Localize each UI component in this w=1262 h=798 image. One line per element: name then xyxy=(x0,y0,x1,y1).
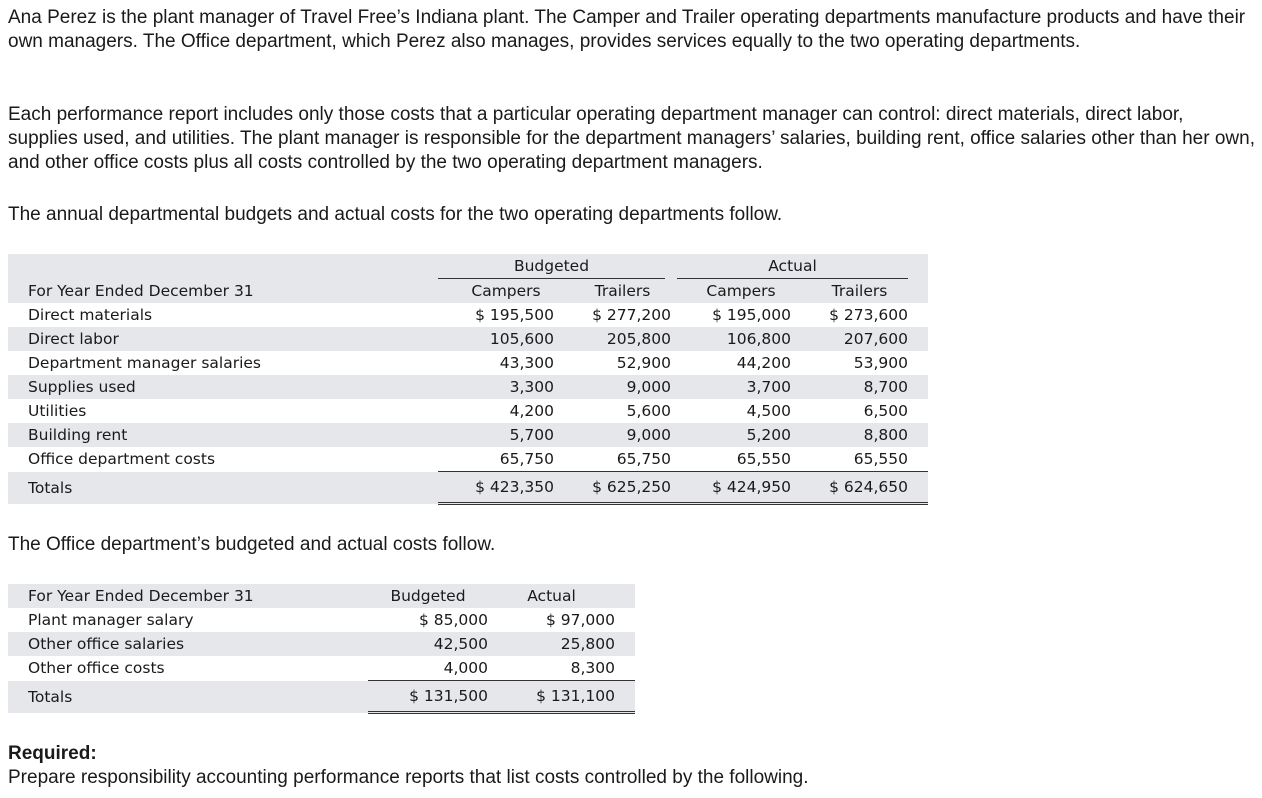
total-value: $ 625,250 xyxy=(554,472,671,504)
row-label: Department manager salaries xyxy=(28,354,261,372)
cell-value: 5,200 xyxy=(671,423,791,447)
table-header-row xyxy=(8,279,928,304)
cell-value: 65,550 xyxy=(853,450,908,468)
total-value: $ 424,950 xyxy=(671,472,791,504)
table-group-header-row xyxy=(8,254,928,279)
group-header-actual: Actual xyxy=(671,254,908,279)
total-value: $ 624,650 xyxy=(791,472,908,504)
cell-value: 105,600 xyxy=(438,327,554,351)
row-label: Plant manager salary xyxy=(28,611,194,629)
col-header-actual-trailers: Trailers xyxy=(791,279,908,304)
cell-value: $ 195,500 xyxy=(475,306,554,324)
cell-value: 5,600 xyxy=(626,402,671,420)
cell-value: $ 195,000 xyxy=(712,306,791,324)
table-row xyxy=(8,632,635,656)
intro-paragraph-2: Each performance report includes only those costs that a particular operating department manager can control: direct materials, direct labor, supplies used, and utilities. The plant manager is responsible for the department managers’ salaries, building rent, office salaries other than her own, and other office costs plus all costs controlled by the two operating department managers. xyxy=(8,104,1255,173)
period-header: For Year Ended December 31 xyxy=(8,584,368,608)
group-header-budgeted: Budgeted xyxy=(438,254,671,279)
total-value: $ 131,500 xyxy=(368,681,488,713)
cell-value: 44,200 xyxy=(736,354,791,372)
total-value: $ 423,350 xyxy=(438,472,554,504)
row-label: Direct labor xyxy=(8,327,438,351)
cell-value: 43,300 xyxy=(499,354,554,372)
table-header-row xyxy=(8,584,635,608)
cell-value: 3,300 xyxy=(438,375,554,399)
cell-value: $ 277,200 xyxy=(592,306,671,324)
row-label: Other office salaries xyxy=(8,632,368,656)
cell-value: 42,500 xyxy=(368,632,488,656)
cell-value: 8,700 xyxy=(791,375,908,399)
total-value: $ 131,100 xyxy=(488,681,615,713)
row-label: Direct materials xyxy=(28,306,153,324)
cell-value: $ 85,000 xyxy=(418,611,488,629)
table-row xyxy=(8,351,928,375)
total-label: Totals xyxy=(8,681,368,713)
cell-value: 106,800 xyxy=(671,327,791,351)
table-row xyxy=(8,375,928,399)
cell-value: 65,750 xyxy=(616,450,671,468)
cell-value: 205,800 xyxy=(554,327,671,351)
col-header-actual-campers: Campers xyxy=(671,279,791,304)
row-label: Supplies used xyxy=(8,375,438,399)
col-header-actual: Actual xyxy=(488,584,615,608)
office-intro-paragraph: The Office department’s budgeted and actual costs follow. xyxy=(8,534,496,555)
intro-paragraph-1: Ana Perez is the plant manager of Travel Free’s Indiana plant. The Camper and Trailer operating departments manufacture products and have their own managers. The Office department, which Perez also manages, provides services equally to the two operating departments. xyxy=(8,7,1246,52)
cell-value: 9,000 xyxy=(554,423,671,447)
table-row xyxy=(8,423,928,447)
department-budget-table xyxy=(8,254,928,505)
table-row xyxy=(8,327,928,351)
table-total-row xyxy=(8,681,635,713)
cell-value: 3,700 xyxy=(671,375,791,399)
cell-value: 5,700 xyxy=(438,423,554,447)
cell-value: 52,900 xyxy=(616,354,671,372)
cell-value: $ 273,600 xyxy=(829,306,908,324)
cell-value: 65,750 xyxy=(499,450,554,468)
table-row xyxy=(8,656,635,681)
row-label: Other office costs xyxy=(28,659,165,678)
col-header-budgeted-trailers: Trailers xyxy=(554,279,671,304)
total-label: Totals xyxy=(8,472,438,504)
period-header: For Year Ended December 31 xyxy=(8,279,438,304)
cell-value: 4,000 xyxy=(443,659,488,677)
table-row xyxy=(8,303,928,327)
required-heading: Required: xyxy=(8,743,97,764)
cell-value: 207,600 xyxy=(791,327,908,351)
required-text: Prepare responsibility accounting performance reports that list costs controlled by the following. xyxy=(8,767,809,788)
cell-value: 4,500 xyxy=(746,402,791,420)
col-header-budgeted-campers: Campers xyxy=(438,279,554,304)
row-label: Utilities xyxy=(28,402,87,420)
table-row xyxy=(8,399,928,423)
table-row xyxy=(8,447,928,472)
table-row xyxy=(8,608,635,632)
intro-paragraph-3: The annual departmental budgets and actual costs for the two operating departments follow. xyxy=(8,204,783,225)
table-total-row xyxy=(8,472,928,504)
cell-value: 4,200 xyxy=(509,402,554,420)
cell-value: 8,300 xyxy=(570,659,615,677)
cell-value: 9,000 xyxy=(554,375,671,399)
cell-value: $ 97,000 xyxy=(545,611,615,629)
row-label: Building rent xyxy=(8,423,438,447)
office-budget-table xyxy=(8,584,635,714)
cell-value: 65,550 xyxy=(736,450,791,468)
cell-value: 8,800 xyxy=(791,423,908,447)
cell-value: 6,500 xyxy=(863,402,908,420)
col-header-budgeted: Budgeted xyxy=(368,584,488,608)
cell-value: 53,900 xyxy=(853,354,908,372)
row-label: Office department costs xyxy=(28,450,216,469)
cell-value: 25,800 xyxy=(488,632,615,656)
